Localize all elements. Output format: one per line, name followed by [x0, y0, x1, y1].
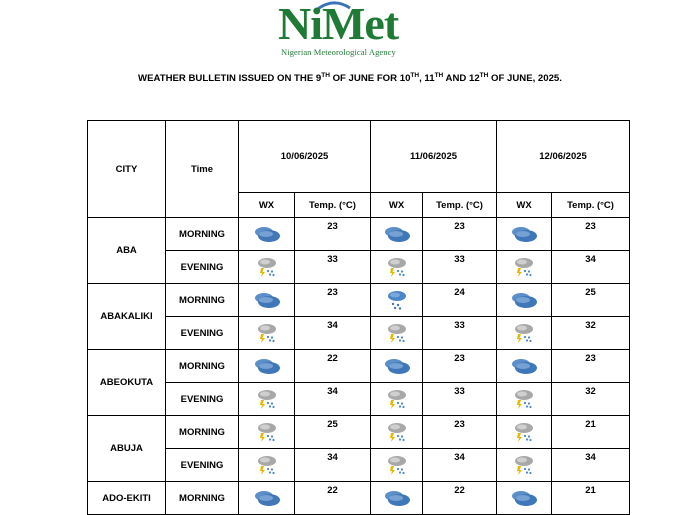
wx-cell — [239, 383, 295, 416]
time-of-day: MORNING — [166, 416, 239, 449]
table-row — [88, 251, 630, 284]
temperature-value: 34 — [295, 449, 371, 482]
temperature-value: 24 — [423, 284, 497, 317]
temperature-value: 23 — [552, 218, 630, 251]
storm-icon — [512, 322, 536, 344]
wx-cell — [239, 218, 295, 251]
temp-header: Temp. (°C) — [295, 193, 371, 218]
temperature-value: 32 — [552, 383, 630, 416]
temperature-value: 23 — [423, 218, 497, 251]
wx-cell — [371, 317, 423, 350]
wx-cell — [371, 284, 423, 317]
wx-cell — [239, 416, 295, 449]
city-name: ABEOKUTA — [88, 350, 166, 416]
cloud-icon — [510, 290, 538, 310]
city-name: ABA — [88, 218, 166, 284]
cloud-icon — [383, 224, 411, 244]
wx-cell — [497, 416, 552, 449]
logo-wordmark: NiMet — [278, 0, 399, 49]
temperature-value: 33 — [295, 251, 371, 284]
temperature-value: 33 — [423, 383, 497, 416]
temperature-value: 23 — [295, 218, 371, 251]
temperature-value: 32 — [552, 317, 630, 350]
wx-cell — [497, 383, 552, 416]
cloud-icon — [253, 224, 281, 244]
storm-icon — [255, 421, 279, 443]
table-row — [88, 317, 630, 350]
temperature-value: 34 — [423, 449, 497, 482]
city-header: CITY — [88, 121, 166, 218]
temperature-value: 21 — [552, 416, 630, 449]
temp-header: Temp. (°C) — [552, 193, 630, 218]
temperature-value: 34 — [552, 449, 630, 482]
storm-icon — [255, 388, 279, 410]
wx-cell — [239, 284, 295, 317]
storm-icon — [512, 388, 536, 410]
table-row — [88, 218, 630, 251]
storm-icon — [512, 454, 536, 476]
city-name: ABAKALIKI — [88, 284, 166, 350]
temperature-value: 33 — [423, 317, 497, 350]
time-of-day: EVENING — [166, 251, 239, 284]
storm-icon — [385, 421, 409, 443]
time-of-day: MORNING — [166, 350, 239, 383]
temperature-value: 34 — [295, 317, 371, 350]
time-of-day: MORNING — [166, 482, 239, 515]
wx-cell — [497, 482, 552, 515]
city-name: ADO-EKITI — [88, 482, 166, 515]
temperature-value: 25 — [552, 284, 630, 317]
storm-icon — [385, 454, 409, 476]
time-of-day: EVENING — [166, 449, 239, 482]
storm-icon — [255, 454, 279, 476]
time-of-day: MORNING — [166, 218, 239, 251]
temperature-value: 23 — [295, 284, 371, 317]
wx-cell — [497, 449, 552, 482]
time-of-day: EVENING — [166, 317, 239, 350]
wx-cell — [239, 482, 295, 515]
table-row — [88, 350, 630, 383]
cloud-icon — [253, 356, 281, 376]
cloud-icon — [383, 488, 411, 508]
wx-header: WX — [497, 193, 552, 218]
date-header: 12/06/2025 — [497, 121, 630, 193]
table-row — [88, 449, 630, 482]
wx-cell — [239, 350, 295, 383]
wx-cell — [371, 350, 423, 383]
storm-icon — [512, 421, 536, 443]
wx-cell — [371, 416, 423, 449]
temperature-value: 23 — [423, 416, 497, 449]
wx-cell — [239, 317, 295, 350]
bulletin-headline: WEATHER BULLETIN ISSUED ON THE 9TH OF JUNE FOR 10TH, 11TH AND 12TH OF JUNE, 2025. — [138, 72, 562, 85]
cloud-icon — [510, 224, 538, 244]
wx-cell — [239, 449, 295, 482]
wx-cell — [497, 317, 552, 350]
cloud-icon — [510, 488, 538, 508]
temperature-value: 23 — [423, 350, 497, 383]
city-name: ABUJA — [88, 416, 166, 482]
table-row — [88, 284, 630, 317]
wx-cell — [497, 284, 552, 317]
wx-header: WX — [371, 193, 423, 218]
time-of-day: EVENING — [166, 383, 239, 416]
wx-cell — [371, 449, 423, 482]
wx-cell — [497, 218, 552, 251]
table-row — [88, 482, 630, 515]
temperature-value: 34 — [552, 251, 630, 284]
date-header: 11/06/2025 — [371, 121, 497, 193]
cloud-icon — [253, 290, 281, 310]
wx-cell — [371, 251, 423, 284]
cloud-icon — [383, 356, 411, 376]
temperature-value: 33 — [423, 251, 497, 284]
table-row — [88, 383, 630, 416]
temperature-value: 23 — [552, 350, 630, 383]
nimet-logo — [0, 0, 700, 62]
cloud-icon — [510, 356, 538, 376]
wx-cell — [497, 350, 552, 383]
wx-cell — [371, 482, 423, 515]
time-of-day: MORNING — [166, 284, 239, 317]
rain-icon — [385, 289, 409, 311]
storm-icon — [512, 256, 536, 278]
storm-icon — [385, 388, 409, 410]
wx-cell — [371, 218, 423, 251]
temperature-value: 25 — [295, 416, 371, 449]
time-header: Time — [166, 121, 239, 218]
temperature-value: 22 — [295, 482, 371, 515]
cloud-icon — [253, 488, 281, 508]
temp-header: Temp. (°C) — [423, 193, 497, 218]
storm-icon — [255, 256, 279, 278]
wx-cell — [371, 383, 423, 416]
temperature-value: 34 — [295, 383, 371, 416]
wx-cell — [239, 251, 295, 284]
storm-icon — [255, 322, 279, 344]
wx-header: WX — [239, 193, 295, 218]
logo-subtitle: Nigerian Meteorological Agency — [281, 47, 396, 57]
date-header: 10/06/2025 — [239, 121, 371, 193]
table-row — [88, 416, 630, 449]
wx-cell — [497, 251, 552, 284]
temperature-value: 21 — [552, 482, 630, 515]
storm-icon — [385, 322, 409, 344]
temperature-value: 22 — [295, 350, 371, 383]
forecast-table — [87, 120, 630, 515]
temperature-value: 22 — [423, 482, 497, 515]
storm-icon — [385, 256, 409, 278]
